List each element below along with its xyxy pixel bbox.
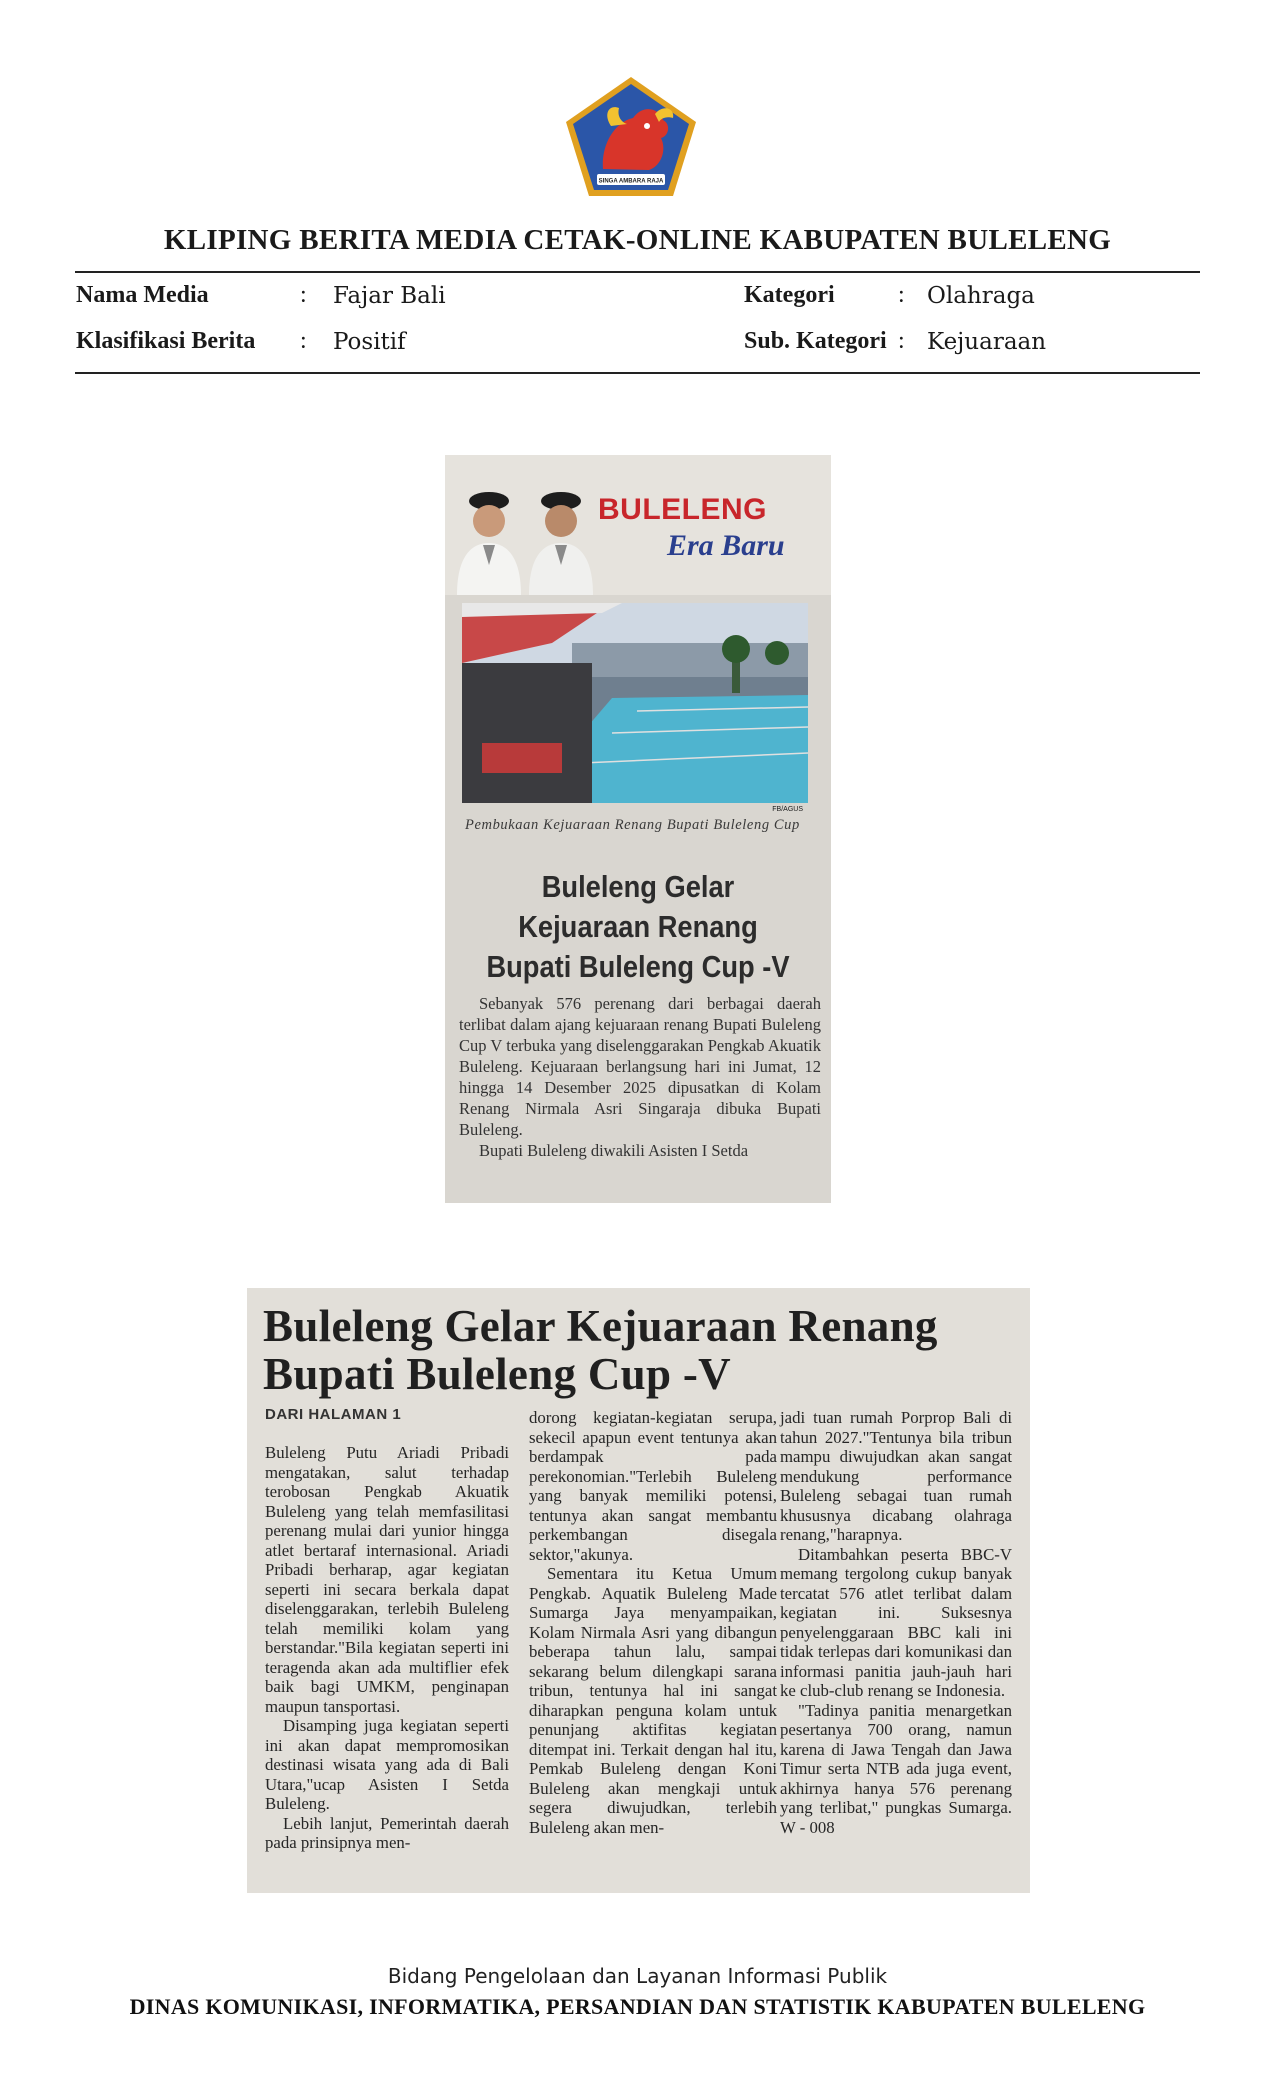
continued-from-label: DARI HALAMAN 1: [265, 1406, 402, 1423]
paragraph: Lebih lanjut, Pemerintah daerah pada prinsipnya men-: [265, 1813, 509, 1852]
kategori-value: Olahraga: [927, 283, 1035, 309]
paragraph: Sebanyak 576 perenang dari berbagai daerah terlibat dalam ajang kejuaraan renang Bupati Buleleng Cup V terbuka yang diselenggarakan Pengkab Akuatik Buleleng. Kejuaraan berlangsung hari ini Jumat, 12 hingga 14 Desember 2025 dipusatkan di Kolam Renang Nirmala Asri Singaraja dibuka Bupati Buleleng.: [459, 994, 821, 1139]
kategori-label: Kategori: [744, 282, 835, 308]
header-rule-bottom: [75, 372, 1200, 374]
article-lead: [459, 993, 821, 1161]
buleleng-regency-emblem: [563, 74, 699, 200]
newspaper-clipping-front: [445, 455, 831, 1203]
photo-caption: Pembukaan Kejuaraan Renang Bupati Buleleng Cup: [465, 817, 800, 833]
colon: :: [898, 328, 905, 354]
colon: :: [898, 282, 905, 308]
headline-line: Buleleng Gelar Kejuaraan Renang: [263, 1301, 938, 1351]
headline-line: Buleleng Gelar: [541, 869, 735, 904]
klasifikasi-value: Positif: [333, 329, 406, 355]
paragraph: Sementara itu Ketua Umum Pengkab. Aquatik Buleleng Made Sumarga Jaya menyampaikan, Kolam Nirmala Asri yang dibangun beberapa tahun lalu, sampai sekarang belum dilengkapi sarana tribun, tentunya hal ini sangat diharapkan penguna kolam untuk penunjang aktifitas kegiatan ditempat ini. Terkait dengan hal itu, Pemkab Buleleng dengan Koni Buleleng akan mengkaji untuk segera diwujudkan, terlebih Buleleng akan men-: [529, 1564, 777, 1837]
nama-media-label: Nama Media: [76, 282, 209, 308]
footer-agency: DINAS KOMUNIKASI, INFORMATIKA, PERSANDIAN DAN STATISTIK KABUPATEN BULELENG: [129, 1994, 1146, 2019]
column-brand-subtitle: Era Baru: [667, 529, 785, 562]
article-column-3: [780, 1408, 1012, 1837]
column-header-banner: [445, 455, 831, 595]
document-title: KLIPING BERITA MEDIA CETAK-ONLINE KABUPATEN BULELENG: [163, 224, 1112, 256]
colon: :: [300, 328, 307, 354]
klasifikasi-label: Klasifikasi Berita: [76, 328, 256, 354]
headline-line: Bupati Buleleng Cup -V: [263, 1349, 731, 1399]
headline-line: Bupati Buleleng Cup -V: [486, 949, 790, 984]
paragraph: jadi tuan rumah Porprop Bali di tahun 2027."Tentunya bila tribun mampu diwujudkan akan sangat mendukung performance Buleleng sebagai tuan rumah khususnya dicabang olahraga renang,"harapnya.: [780, 1408, 1012, 1544]
colon: :: [300, 282, 307, 308]
emblem-motto: SINGA AMBARA RAJA: [598, 178, 664, 185]
nama-media-value: Fajar Bali: [333, 283, 446, 309]
photo-credit: FB/AGUS: [772, 806, 803, 813]
header-rule-top: [75, 271, 1200, 273]
column-brand-title: BULELENG: [598, 493, 767, 526]
article-headline: [468, 867, 808, 987]
article-column-1: [265, 1443, 509, 1853]
official-portrait-right: [525, 483, 597, 595]
footer-unit: Bidang Pengelolaan dan Layanan Informasi Publik: [387, 1964, 888, 1988]
paragraph: Disamping juga kegiatan seperti ini akan dapat mempromosikan destinasi wisata yang ada di Bali Utara,"ucap Asisten I Setda Buleleng.: [265, 1716, 509, 1813]
paragraph: "Tadinya panitia menargetkan pesertanya 700 orang, namun karena di Jawa Tengah dan Jawa Timur serta NTB ada juga event, akhirnya hanya 576 perenang yang terlibat," pungkas Sumarga. W - 008: [780, 1700, 1012, 1837]
paragraph: dorong kegiatan-kegiatan serupa, sekecil apapun event tentunya akan berdampak pada perekonomian."Terlebih Buleleng yang banyak memiliki potensi, tentunya akan sangat membantu perkembangan disegala sektor,"akunya.: [529, 1408, 777, 1564]
official-portrait-left: [453, 483, 525, 595]
swimming-pool-photo: [462, 603, 808, 803]
continuation-headline: [263, 1302, 1023, 1398]
paragraph: Buleleng Putu Ariadi Pribadi mengatakan, salut terhadap terobosan Pengkab Akuatik Buleleng yang telah memfasilitasi perenang mulai dari yunior hingga atlet bertaraf internasional. Ariadi Pribadi berharap, agar kegiatan seperti ini secara berkala dapat diselenggarakan, terlebih Buleleng telah memiliki kolam yang berstandar."Bila kegiatan seperti ini teragenda akan ada multiflier efek baik bagi UMKM, penginapan maupun tansportasi.: [265, 1443, 509, 1716]
article-column-2: [529, 1408, 777, 1837]
sub-kategori-value: Kejuaraan: [927, 329, 1047, 355]
paragraph: Ditambahkan peserta BBC-V memang tergolong cukup banyak tercatat 576 atlet terlibat dalam kegiatan ini. Suksesnya penyelenggaraan BBC kali ini tidak terlepas dari komunikasi dan informasi panitia jauh-jauh hari ke club-club renang se Indonesia.: [780, 1544, 1012, 1700]
sub-kategori-label: Sub. Kategori: [744, 328, 887, 354]
newspaper-clipping-continuation: [247, 1288, 1030, 1893]
headline-line: Kejuaraan Renang: [518, 909, 758, 944]
paragraph: Bupati Buleleng diwakili Asisten I Setda: [479, 1141, 749, 1160]
